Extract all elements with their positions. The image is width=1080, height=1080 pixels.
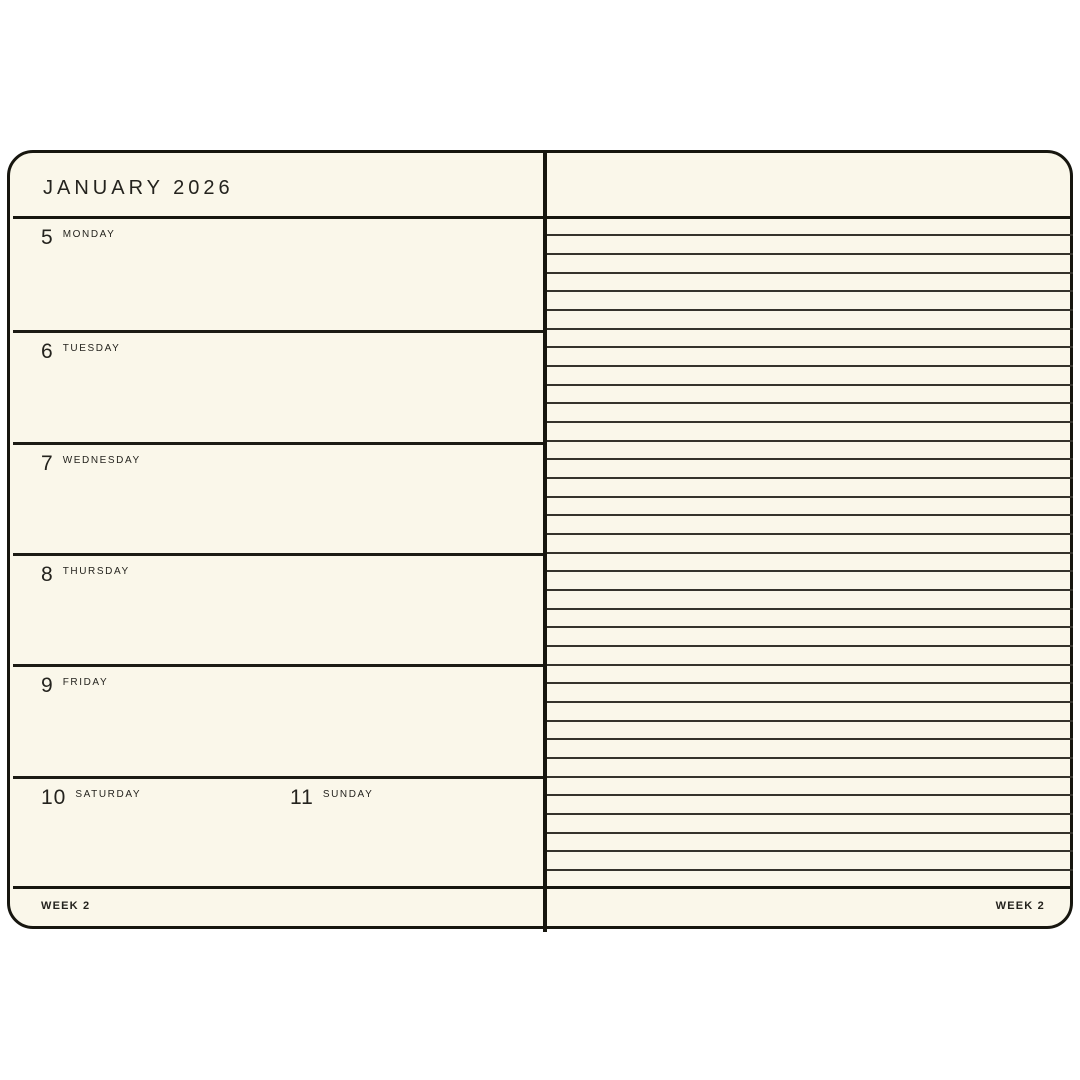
day-number: 5 — [41, 226, 54, 249]
ruled-line — [547, 776, 1073, 778]
ruled-line — [547, 720, 1073, 722]
day-number: 6 — [41, 340, 54, 363]
ruled-line — [547, 234, 1073, 236]
ruled-line — [547, 253, 1073, 255]
row-divider — [13, 330, 543, 333]
ruled-line — [547, 682, 1073, 684]
ruled-line — [547, 477, 1073, 479]
ruled-line — [547, 757, 1073, 759]
ruled-line — [547, 290, 1073, 292]
ruled-line — [547, 346, 1073, 348]
page-title: JANUARY 2026 — [43, 177, 234, 199]
day-cell-sunday — [290, 787, 373, 808]
row-divider — [13, 776, 543, 779]
ruled-line — [547, 813, 1073, 815]
day-number: 8 — [41, 563, 54, 586]
week-number-label-left: WEEK 2 — [41, 900, 91, 912]
ruled-line — [547, 328, 1073, 330]
day-name: TUESDAY — [62, 343, 121, 354]
day-name: FRIDAY — [62, 677, 109, 688]
ruled-line — [547, 402, 1073, 404]
ruled-line — [547, 421, 1073, 423]
day-name: SUNDAY — [322, 789, 374, 800]
ruled-line — [547, 272, 1073, 274]
ruled-line — [547, 869, 1073, 871]
ruled-line — [547, 608, 1073, 610]
ruled-line — [547, 570, 1073, 572]
day-number: 9 — [41, 674, 54, 697]
day-name: SATURDAY — [75, 789, 142, 800]
ruled-line — [547, 514, 1073, 516]
day-cell-saturday — [41, 787, 141, 808]
day-cell-wednesday — [41, 453, 141, 474]
ruled-line — [547, 384, 1073, 386]
week-number-label-right: WEEK 2 — [995, 900, 1045, 912]
ruled-line — [547, 738, 1073, 740]
day-name: WEDNESDAY — [62, 455, 141, 466]
ruled-line — [547, 664, 1073, 666]
day-number: 11 — [290, 786, 314, 809]
planner-spread — [7, 150, 1073, 929]
planner-content — [13, 156, 1073, 929]
day-cell-friday — [41, 675, 108, 696]
day-name: MONDAY — [62, 229, 116, 240]
center-spine-divider — [543, 153, 547, 932]
row-divider — [13, 442, 543, 445]
ruled-line — [547, 701, 1073, 703]
day-cell-monday — [41, 227, 115, 248]
day-cell-tuesday — [41, 341, 120, 362]
ruled-line — [547, 589, 1073, 591]
ruled-line — [547, 850, 1073, 852]
day-cell-thursday — [41, 564, 130, 585]
ruled-line — [547, 458, 1073, 460]
day-name: THURSDAY — [62, 566, 130, 577]
ruled-line — [547, 794, 1073, 796]
row-divider — [13, 664, 543, 667]
ruled-line — [547, 309, 1073, 311]
ruled-line — [547, 626, 1073, 628]
ruled-line — [547, 533, 1073, 535]
ruled-line — [547, 552, 1073, 554]
ruled-line — [547, 832, 1073, 834]
ruled-line — [547, 496, 1073, 498]
ruled-line — [547, 645, 1073, 647]
row-divider — [13, 553, 543, 556]
day-number: 7 — [41, 452, 54, 475]
ruled-line — [547, 365, 1073, 367]
ruled-line — [547, 440, 1073, 442]
day-number: 10 — [41, 786, 67, 809]
